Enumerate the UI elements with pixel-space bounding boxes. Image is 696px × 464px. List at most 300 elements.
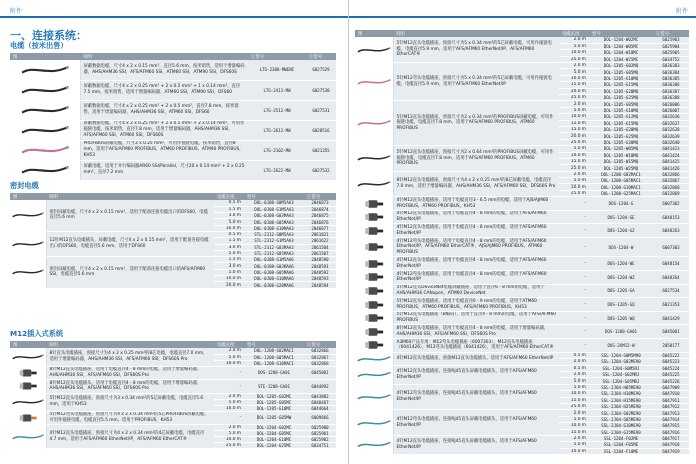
row-model — [589, 325, 653, 339]
row-order-number — [306, 140, 336, 160]
row-length-text: 15.0 m — [570, 429, 586, 435]
row-image — [10, 411, 46, 425]
row-code — [248, 60, 306, 80]
row-description — [46, 425, 214, 449]
row-model — [589, 271, 653, 285]
row-length — [559, 325, 589, 339]
cable-photo-icon — [355, 173, 393, 195]
row-length-text: 10.0 m — [225, 437, 241, 443]
row-length-text: 0.5 m — [228, 200, 241, 206]
connector-photo-icon — [10, 380, 46, 392]
row-description — [393, 210, 559, 224]
row-image — [355, 101, 393, 146]
row-order-number — [653, 210, 689, 224]
row-image — [355, 63, 393, 101]
row-code-text: LTG-2512-MW — [263, 107, 291, 113]
col-header-order: 订货号 — [304, 193, 336, 200]
row-description — [46, 411, 214, 425]
row-model-text: DOS-1204-GZ — [607, 228, 635, 234]
row-description — [393, 63, 559, 101]
row-length-text: 15.0 m — [570, 159, 586, 165]
row-length-text: 2.0 m — [573, 372, 586, 378]
row-order-number-text: 6047912 — [662, 404, 680, 410]
connector-photo-icon — [355, 258, 393, 270]
row-order-number-text: 6025902 — [311, 437, 329, 443]
row-order-number-text: 6027529 — [312, 67, 330, 73]
row-image — [10, 231, 46, 256]
row-description-text: 4针M12弯头电缆插座，适用于电缆直径4 - 8 mm的电缆，适用于AFS/AFM60 EtherNet/IP — [396, 271, 547, 283]
row-length-text: - — [584, 201, 586, 207]
row-length-text: 2.0 m — [228, 393, 241, 399]
row-length-text: 5.0 m — [573, 69, 586, 75]
row-model-text: STL-2312-G0M5AA3 — [254, 232, 294, 238]
row-image — [355, 365, 393, 384]
row-model-text: DOS-1205-GA — [607, 288, 635, 294]
row-order-number-text: 6036385 — [662, 76, 680, 82]
row-order-number-text: 6045222 — [662, 352, 680, 358]
row-length-text: 10.0 m — [570, 152, 586, 158]
row-length-text: 5.0 m — [573, 178, 586, 184]
row-length-text: - — [239, 370, 241, 376]
table-row — [355, 298, 689, 312]
row-order-number-text: 6009866 — [311, 415, 329, 421]
row-length-text: - — [584, 288, 586, 294]
row-order-number — [653, 325, 689, 339]
row-description-text: 5针M12弯头电缆插座，预接尺寸为5 x 0.34 mm²的5芯屏蔽电缆，可用作拖链电缆，电缆直径5.9 mm，适用于AFS/AFM60 EtherNet/IP — [396, 75, 552, 87]
col-header-desc: 说明 — [46, 341, 214, 348]
row-order-number-text: 6028516 — [312, 127, 330, 133]
row-model-text: DOS-1204-WE — [607, 261, 635, 267]
row-order-number-text: 2061504 — [311, 244, 329, 250]
row-order-number-text: 6007303 — [662, 244, 680, 250]
row-model-text: DOL-1205-G10MQ — [603, 107, 639, 113]
row-description — [393, 365, 559, 384]
cable-photo-icon — [10, 62, 80, 78]
row-length-text: 5.0 m — [228, 269, 241, 275]
row-description-text: 屏蔽数据电缆，尺寸4 x 2 x 0.15 mm²，直径5.6 mm，按米销售，适用于增量编码器，AHS/AHM36 SSI，AFS/AFM60 SSI，ATM60 SSI，ATM90 SSI，DFS60S — [83, 63, 245, 75]
row-length-text: 25.0 m — [570, 404, 586, 410]
row-model-text: DOL-1204-G25MC — [256, 443, 292, 449]
row-length-text: 20.0 m — [225, 282, 241, 288]
row-order-number-text: 2046876 — [311, 219, 329, 225]
row-description-text: 密封屏蔽电缆，尺寸4 x 2 x 0.15 mm²，适用于配备连接电缆出口的AFS/AFM60 SSI，电缆直径5.6 mm — [49, 266, 206, 278]
row-order-number — [306, 160, 336, 180]
row-order-number-text: 6027530 — [312, 87, 330, 93]
row-length-text: 2.0 m — [573, 436, 586, 442]
row-model-text: DOL-1205-G12MQ — [603, 114, 639, 120]
row-length-text: 10.0 m — [570, 423, 586, 429]
connector-photo-icon — [355, 271, 393, 283]
row-length-text: 5.0 m — [228, 431, 241, 437]
row-model-text: SSL-1204-F05ME — [603, 442, 639, 448]
row-image — [355, 271, 393, 285]
row-description — [46, 231, 214, 256]
cables-table — [10, 53, 336, 181]
table-row — [355, 257, 689, 271]
row-length-text: 2.0 m — [573, 171, 586, 177]
row-order-number-text: 6027534 — [662, 288, 680, 294]
row-length-text: 5.0 m — [573, 384, 586, 390]
row-description — [80, 100, 248, 120]
row-order-number — [306, 100, 336, 120]
row-length-text: 2.0 m — [573, 63, 586, 69]
row-order-number-text: 2046874 — [311, 206, 329, 212]
row-order-number-text: 6036388 — [662, 95, 680, 101]
row-description-text: 屏蔽数据电缆，尺寸4 x 2 x 0.25 mm² + 2 x 0.5 mm²，直径7.8 mm，按米销售，适用于增量编码器，AHS/AHM36 SSI，ATM60 SSI，DFS60 — [83, 104, 239, 115]
connector-photo-icon — [355, 285, 393, 297]
connector-photo-icon — [355, 211, 393, 223]
row-order-number-text: 6027531 — [312, 107, 330, 113]
row-order-number-text: 2061622 — [311, 238, 329, 244]
row-order-number-text: 6036386 — [662, 82, 680, 88]
row-image — [10, 120, 80, 140]
row-length-text: 10.0 m — [570, 448, 586, 454]
row-length-text: - — [239, 383, 241, 389]
row-description — [393, 171, 559, 197]
row-length-text: 2.0 m — [573, 37, 586, 43]
row-image — [10, 393, 46, 411]
row-length-text: 1.5 m — [228, 206, 241, 212]
row-length-text: 25.0 m — [570, 95, 586, 101]
row-model-text: STL-2312-G03MAA3 — [254, 244, 294, 250]
row-description-text: 4针M12弯头电缆插座，连接RJ45直头屏蔽电缆插头，适用于AFS/AFM60 EtherNet/IP — [396, 416, 537, 428]
row-order-number — [304, 380, 336, 394]
row-order-number-text: 6032637 — [662, 120, 680, 126]
table-row — [10, 100, 336, 120]
row-model-text: DOL-1204-W02MC — [603, 37, 639, 43]
cable-photo-icon — [355, 386, 393, 408]
row-description-text: 8针M12直头电缆插座，适用于电缆直径4 - 8 mm的电缆，适用于增量编码器，AHS/AHM36 SSI，AFS/AFM60 SSI，DFS60S Pro — [396, 325, 549, 337]
row-length-text: 5.0 m — [228, 354, 241, 360]
row-model-text: DOL-1204-W10MC — [603, 50, 639, 56]
row-length-text: 2.0 m — [228, 425, 241, 431]
row-order-number-text: 6032868 — [311, 360, 329, 366]
row-code-text: LTG-2612-MW — [263, 127, 291, 133]
row-model-text: DOL-1205-G30MQ — [603, 139, 639, 145]
row-description — [80, 120, 248, 140]
row-model-text: DOL-1205-G15MQ — [603, 120, 639, 126]
row-description — [393, 197, 559, 211]
row-image — [355, 384, 393, 410]
page-title: 一、连接系统： — [10, 29, 87, 42]
row-model-text: DOL-1204-G02MC — [256, 425, 292, 431]
row-length-text: 12.0 m — [570, 120, 586, 126]
row-code — [248, 100, 306, 120]
row-order-number-text: 6025901 — [311, 431, 329, 437]
row-image — [355, 410, 393, 436]
row-length — [559, 448, 589, 454]
table-row — [10, 257, 336, 263]
row-model-text: DOL-1204-W05MC — [603, 44, 639, 50]
row-order-number-text: 6007302 — [662, 201, 680, 207]
row-length — [559, 224, 589, 238]
row-order-number-text: 6032639 — [662, 133, 680, 139]
row-order-number-text: 6043882 — [311, 393, 329, 399]
row-model — [589, 238, 653, 257]
row-description-text: 5针M12直头DeviceNet电缆屏蔽插座，适用于直径6 - 8 mm的电缆，适用于AHS/AHM36 CANopen，ATM60 DeviceNet — [396, 285, 545, 296]
col-header-desc: 说明 — [393, 30, 559, 37]
table-row — [355, 384, 689, 390]
row-order-number-text: 6048154 — [662, 261, 680, 267]
cable-photo-icon — [10, 261, 46, 283]
row-length-text: 25.0 m — [570, 56, 586, 62]
cable-photo-icon — [355, 353, 393, 365]
row-description-text: 4针M12直头电缆插座，预接M12直头电缆插头，适用于AFS/AFM60 EtherNet/IP — [396, 355, 554, 361]
table-row — [10, 60, 336, 80]
row-order-number-text: 6032868 — [662, 184, 680, 190]
row-model-text: DOL-0J08-G1M5AA6 — [254, 257, 294, 263]
row-order-number-text: 2046873 — [311, 200, 329, 206]
row-model-text: DOL-1208-G05MAC1 — [254, 354, 294, 360]
row-order-number-text: 6032869 — [662, 191, 680, 197]
row-model-text: DOL-1208-G02MAC1 — [601, 171, 641, 177]
row-length-text: - — [584, 274, 586, 280]
row-model — [589, 339, 653, 353]
row-order-number-text: 6047911 — [662, 397, 680, 403]
connector-photo-icon — [10, 367, 46, 379]
row-length — [559, 284, 589, 298]
table-row — [355, 352, 689, 359]
row-model-text: DOL-1205-G20MQ — [603, 127, 639, 133]
row-description-text: 屏蔽数据电缆，尺寸4 x 2 x 0.25 mm² + 2 x 0.5 mm² + 1 x 0.14 mm²，直径7.5 mm，按米销售，适用于增量编码器，ATM60 SSI，ATM90 SSI，DFS60 — [83, 84, 241, 95]
row-order-number-text: 6045223 — [662, 359, 680, 365]
row-model-text: DOL-1205-G25MQ — [603, 133, 639, 139]
row-length-text: 5.0 m — [573, 416, 586, 422]
row-order-number-text: 6032640 — [662, 139, 680, 145]
row-length — [214, 411, 244, 425]
row-length-text: 15.0 m — [570, 397, 586, 403]
row-order-number-text: 6036383 — [662, 63, 680, 69]
row-model-text: SSL-2J04-G02ME90 — [601, 410, 641, 416]
row-image — [10, 348, 46, 366]
table-row — [355, 339, 689, 353]
col-header-image: 图 — [10, 193, 46, 200]
row-order-number-text: 6041423 — [662, 146, 680, 152]
row-model-text: DOS-1204-G — [608, 201, 634, 207]
col-header-desc: 说明 — [80, 53, 248, 60]
row-model — [589, 284, 653, 298]
row-image — [355, 197, 393, 211]
row-description-text: 4针M12直头电缆插座，预接尺寸为4 x 2 x 0.34 mm²的4芯屏蔽电缆，电缆直径4.7 mm，适用于AFS/AFM60 EtherNet/IP，AFS/AFM60 EtherCAT® — [49, 430, 205, 442]
row-description — [46, 200, 214, 231]
row-length-text: - — [584, 302, 586, 308]
row-length — [214, 380, 244, 394]
row-model-text: DOL-1205-G25MQ — [603, 95, 639, 101]
row-image — [355, 224, 393, 238]
table-row — [355, 224, 689, 238]
row-description-text: 8针M12直头电缆插座，预接尺寸为4 x 2 x 0.25 mm²的8芯屏蔽电缆，电缆直径7.0 mm，适用于增量编码器，AHS/AHM36 SSI，AFS/AFM60 SSI，DFS60S Pro — [396, 178, 556, 189]
cable-photo-icon — [10, 82, 80, 98]
col-header-model: 型号 — [244, 193, 304, 200]
row-description-text: 屏蔽数据电缆，尺寸4 x 2 x 0.25 mm² + 2 x 0.5 mm² + 2 x 0.14 mm²，可用作拖链电缆，按米销售，直径7.8 mm，适用于增量编码器，AHS/AHM36 SSI，AFS/AFM60 SSI，ATM60 SSI，DFS60S — [83, 121, 245, 138]
row-order-number-text: 2061821 — [311, 232, 329, 238]
right-page — [348, 0, 696, 464]
row-model-text: DOL-1205-G10MQ — [603, 76, 639, 82]
row-order-number — [304, 411, 336, 425]
row-code — [248, 140, 306, 160]
row-model-text: SSL-1204-G02MRJ — [602, 372, 640, 378]
row-order-number-text: 6041429 — [662, 315, 680, 321]
connector-photo-icon — [355, 225, 393, 237]
table-row — [355, 284, 689, 298]
row-model-text: DOL-1205-G05MQ — [603, 101, 639, 107]
row-model — [589, 298, 653, 312]
col-header-image: 图 — [10, 53, 80, 60]
row-description — [393, 352, 559, 365]
row-model-text: SSL-1204-F10ME — [603, 448, 639, 454]
row-length-text: 3.0 m — [228, 244, 241, 250]
row-description-text: 4针M12直头电缆插座，连接RJ45直头屏蔽电缆插头，适用于AFS/AFM60 EtherNet/IP — [396, 439, 537, 450]
table-row — [10, 231, 336, 237]
row-length-text: 5.0 m — [573, 146, 586, 152]
row-model-text: DOS-1204-WZ — [607, 274, 635, 280]
row-length-text: 2.0 m — [573, 359, 586, 365]
row-length — [559, 271, 589, 285]
row-order-number-text: 6045224 — [662, 365, 680, 371]
row-description — [393, 271, 559, 285]
row-model-text: DOS-1208-GA01 — [257, 370, 291, 376]
row-description — [46, 380, 214, 394]
row-description — [80, 80, 248, 100]
row-order-number-text: 6045226 — [662, 378, 680, 384]
row-description — [393, 101, 559, 146]
row-model-text: DOL-1205-G02MQ — [603, 63, 639, 69]
row-order-number-text: 6045001 — [662, 329, 680, 335]
row-length-text: 10.0 m — [225, 360, 241, 366]
row-order-number-text: 2048590 — [311, 257, 329, 263]
row-length-text: 10.0 m — [570, 114, 586, 120]
row-order-number — [306, 120, 336, 140]
connector-photo-icon — [355, 312, 393, 324]
row-length-text: 2.0 m — [573, 410, 586, 416]
row-image — [355, 352, 393, 365]
row-order-number-text: 2048592 — [311, 269, 329, 275]
row-description — [46, 348, 214, 366]
row-code — [248, 160, 306, 180]
table-row — [10, 380, 336, 394]
row-length-text: 25.0 m — [225, 443, 241, 449]
table-row — [10, 393, 336, 399]
row-image — [10, 425, 46, 449]
row-order-number-text: 6032866 — [662, 171, 680, 177]
row-model-text: DOL-0J08-G03MAA3 — [254, 213, 294, 219]
row-length-text: 0.5 m — [228, 232, 241, 238]
row-length-text: 10.0 m — [570, 76, 586, 82]
row-model-text: SSL-2J04-G05ME90 — [601, 416, 641, 422]
col-header-length: 电缆长度 — [559, 30, 589, 37]
row-length-text: 10.0 m — [570, 184, 586, 190]
row-order-number — [306, 80, 336, 100]
row-order-number — [653, 257, 689, 271]
row-description-text: 5针M12直头电缆插座，预接尺寸为2 x 0.64 mm²的PROFIBUS屏蔽电缆，可用作拖链电缆，电缆直径7.8 mm，适用于AFS/AFM60 PROFIBUS，ATM60 PROFIBUS — [396, 149, 554, 167]
row-description — [393, 325, 559, 339]
row-model-text: DOL-0J08-G03MAA6 — [254, 263, 294, 269]
row-model-text: SSL-2J04-H15ME90 — [601, 397, 641, 403]
table-row — [355, 238, 689, 257]
table-row — [10, 425, 336, 431]
table-row — [355, 410, 689, 416]
row-image — [355, 257, 393, 271]
row-length-text: 15.0 m — [570, 82, 586, 88]
row-length-text: - — [584, 261, 586, 267]
row-model-text: DOL-1204-W25MC — [603, 56, 639, 62]
row-length-text: - — [584, 315, 586, 321]
table-row — [355, 271, 689, 285]
row-model-text: DOL-1204-G05MC — [256, 431, 292, 437]
row-order-number-text: 6047910 — [662, 391, 680, 397]
cable-photo-icon — [10, 394, 46, 410]
row-image — [355, 298, 393, 312]
row-length-text: 25.0 m — [570, 165, 586, 171]
row-description — [393, 224, 559, 238]
row-model-text: DOL-1205-W10MQ — [603, 152, 639, 158]
row-model-text: DOL-1208-G25MAC1 — [601, 191, 641, 197]
row-description-text: 5针M12直头电缆插座，预接尺寸为2 x 0.34 mm²的PROFIBUS屏蔽电缆，可用作拖链电缆，电缆直径7.8 mm，适用于AFS/AFM60 PROFIBUS，ATM60 PROFIBUS — [396, 114, 554, 132]
row-description — [46, 366, 214, 380]
row-order-number-text: 6034751 — [311, 443, 329, 449]
row-description-text: 4针M12弯头电缆插座，适用于电缆直径4 - 8 mm的电缆，适用于AFS/AFM60 EtherNet/IP，AFS/AFM60 EtherCAT®，AJS/AJM60 PROFIBUS，ATM60 PROFIBUS — [396, 238, 547, 256]
table-row — [10, 200, 336, 206]
row-model-text: DOL-1205-G15MQ — [603, 82, 639, 88]
row-image — [10, 366, 46, 380]
row-order-number-text: 6047909 — [662, 384, 680, 390]
row-order-number-text: 6048264 — [662, 274, 680, 280]
row-order-number-text: 6047914 — [662, 416, 680, 422]
row-model-text: STE-1208-GA01 — [257, 383, 291, 389]
row-description — [393, 238, 559, 257]
row-model-text: DOL-1208-G05MAC1 — [601, 178, 641, 184]
row-image — [355, 171, 393, 197]
row-model-text: SSL-1204-G02ME90 — [601, 359, 641, 365]
row-length-text: - — [584, 228, 586, 234]
cable-photo-icon — [355, 39, 393, 61]
col-header-length: 电缆长度 — [214, 193, 244, 200]
row-model — [244, 411, 304, 425]
row-model — [244, 282, 304, 288]
cable-photo-icon — [10, 204, 46, 226]
row-model-text: SSL-2J04-G10ME90 — [601, 423, 641, 429]
row-image — [355, 325, 393, 339]
table-row — [355, 197, 689, 211]
table-row — [10, 120, 336, 140]
row-order-number-text: 6045001 — [311, 370, 329, 376]
row-order-number-text: 6048153 — [662, 214, 680, 220]
row-model — [244, 380, 304, 394]
col-header-code: 订货号 — [248, 53, 306, 60]
row-order-number-text: 6027532 — [312, 167, 330, 173]
connector-photo-icon — [355, 339, 393, 351]
row-length-text: 20.0 m — [570, 88, 586, 94]
row-model — [244, 443, 304, 449]
row-code-text: LTG-2622-MW — [263, 167, 291, 173]
row-model — [589, 448, 653, 454]
row-model — [589, 257, 653, 271]
row-length-text: 15.0 m — [570, 127, 586, 133]
row-description — [80, 60, 248, 80]
row-length-text: 5.0 m — [573, 378, 586, 384]
row-image — [10, 257, 46, 288]
connector-photo-icon — [355, 299, 393, 311]
row-length-text: 1.5 m — [228, 257, 241, 263]
table-row — [10, 366, 336, 380]
row-order-number-text: 6025904 — [662, 44, 680, 50]
col-header-order: 订货号 — [306, 53, 336, 60]
cable-photo-icon — [355, 147, 393, 169]
row-length-text: 5.0 m — [228, 219, 241, 225]
row-code-text: LTG-2308-MWENC — [259, 67, 295, 73]
row-description — [393, 37, 559, 63]
row-description-text: 密封屏蔽电缆，尺寸4 x 2 x 0.15 mm²，适用于配备连接电缆出口的DFS60，电缆直径5.6 mm — [49, 209, 208, 221]
